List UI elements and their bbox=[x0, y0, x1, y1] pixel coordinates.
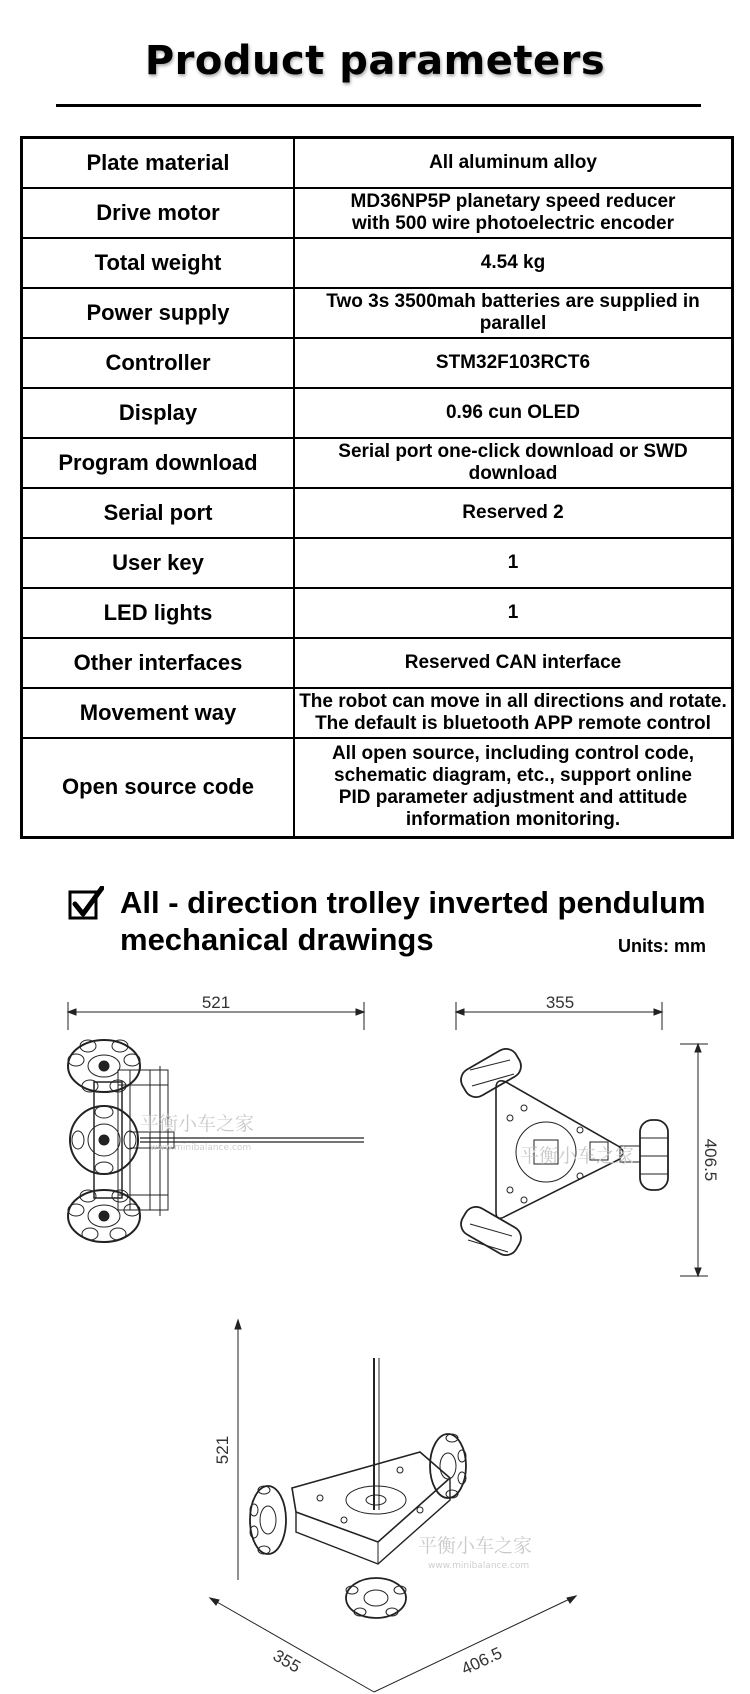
table-row bbox=[22, 488, 733, 538]
param-label: Total weight bbox=[22, 238, 295, 288]
param-value: 4.54 kg bbox=[294, 238, 733, 288]
table-row bbox=[22, 438, 733, 488]
units-label: Units: mm bbox=[617, 936, 706, 956]
table-row bbox=[22, 338, 733, 388]
param-label: LED lights bbox=[22, 588, 295, 638]
param-label: User key bbox=[22, 538, 295, 588]
iso-height-label: 521 bbox=[213, 1435, 232, 1465]
param-label: Movement way bbox=[22, 688, 295, 738]
param-value: All aluminum alloy bbox=[294, 138, 733, 188]
top-height-label: 406.5 bbox=[701, 1138, 720, 1182]
param-label: Other interfaces bbox=[22, 638, 295, 688]
param-value: STM32F103RCT6 bbox=[294, 338, 733, 388]
param-value: Reserved 2 bbox=[294, 488, 733, 538]
param-value: Two 3s 3500mah batteries are supplied in parallel bbox=[294, 288, 733, 338]
isometric-view-drawing bbox=[210, 1320, 576, 1692]
omni-wheel-middle bbox=[70, 1106, 138, 1174]
table-row bbox=[22, 538, 733, 588]
param-label: Program download bbox=[22, 438, 295, 488]
omni-wheel-iso-front bbox=[346, 1578, 406, 1618]
title-divider bbox=[56, 104, 701, 107]
param-label: Plate material bbox=[22, 138, 295, 188]
omni-wheel-top bbox=[68, 1040, 140, 1092]
param-value: 1 bbox=[294, 588, 733, 638]
watermark-side: 平衡小车之家 bbox=[140, 1113, 255, 1135]
param-label: Controller bbox=[22, 338, 295, 388]
param-value: MD36NP5P planetary speed reducer with 500 wire photoelectric encoder bbox=[294, 188, 733, 238]
table-row bbox=[22, 238, 733, 288]
table-row bbox=[22, 638, 733, 688]
watermark-top: 平衡小车之家 bbox=[520, 1145, 635, 1167]
top-view-drawing bbox=[456, 1002, 708, 1276]
mechanical-drawings bbox=[0, 990, 750, 1694]
parameters-table bbox=[20, 136, 734, 839]
checkbox-checked-icon bbox=[68, 886, 104, 922]
table-row bbox=[22, 138, 733, 188]
param-value: All open source, including control code, schematic diagram, etc., support online PID parameter adjustment and attitude information monitoring. bbox=[294, 738, 733, 838]
section-heading-line-2: mechanical drawings bbox=[120, 922, 434, 957]
param-label: Serial port bbox=[22, 488, 295, 538]
omni-wheel-iso-left bbox=[250, 1486, 286, 1554]
param-label: Power supply bbox=[22, 288, 295, 338]
top-width-label: 355 bbox=[545, 993, 575, 1012]
table-row bbox=[22, 188, 733, 238]
watermark-iso: 平衡小车之家 bbox=[418, 1535, 533, 1557]
page-title: Product parameters bbox=[144, 38, 606, 84]
iso-left-label: 355 bbox=[269, 1645, 304, 1677]
watermark-url-side: www.minibalance.com bbox=[150, 1143, 252, 1153]
side-width-label: 521 bbox=[201, 993, 231, 1012]
table-row bbox=[22, 288, 733, 338]
param-value: Reserved CAN interface bbox=[294, 638, 733, 688]
param-label: Drive motor bbox=[22, 188, 295, 238]
param-value: 1 bbox=[294, 538, 733, 588]
param-value: Serial port one-click download or SWD download bbox=[294, 438, 733, 488]
param-value: 0.96 cun OLED bbox=[294, 388, 733, 438]
table-row bbox=[22, 688, 733, 738]
table-row bbox=[22, 588, 733, 638]
param-label: Open source code bbox=[22, 738, 295, 838]
iso-right-label: 406.5 bbox=[458, 1643, 505, 1679]
omni-wheel-top-left bbox=[457, 1045, 526, 1102]
table-row bbox=[22, 388, 733, 438]
param-label: Display bbox=[22, 388, 295, 438]
param-value: The robot can move in all directions and rotate. The default is bluetooth APP remote control bbox=[294, 688, 733, 738]
table-row bbox=[22, 738, 733, 838]
watermark-url-iso: www.minibalance.com bbox=[428, 1561, 530, 1571]
section-heading-line-1: All - direction trolley inverted pendulum bbox=[120, 885, 706, 920]
